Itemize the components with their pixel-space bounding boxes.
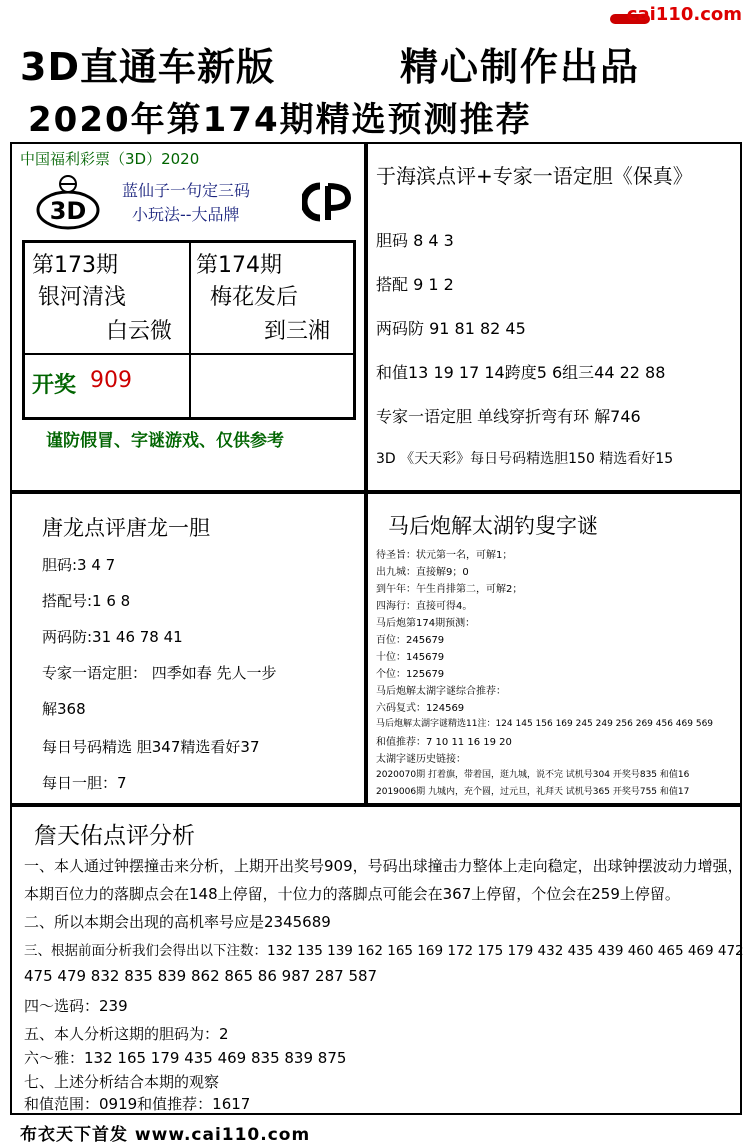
riddle-line: 四海行：直接可得4。 (376, 601, 473, 612)
prev-riddle-line-1: 银河清浅 (38, 285, 127, 310)
next-period: 第174期 (196, 253, 282, 278)
riddle-line: 和值推荐：7 10 11 16 19 20 (376, 737, 512, 748)
subtitle: 2020年第174期精选预测推荐 (28, 100, 532, 140)
next-riddle-line-2: 到三湘 (264, 319, 331, 344)
expert-line: 专家一语定胆 单线穿折弯有环 解746 (376, 407, 641, 426)
riddle-panel (366, 492, 742, 805)
riddle-line: 马后炮解太湖字谜综合推荐： (376, 686, 506, 697)
riddle-title: 马后炮解太湖钓叟字谜 (388, 514, 598, 538)
analysis-line: 二、所以本期会出现的高机率号应是2345689 (24, 913, 331, 931)
riddle-line: 2020070期 打着旗，带着国，逛九城，说不完 试机号304 开奖号835 和值16 (376, 770, 690, 780)
analysis-line: 四～选码：239 (24, 997, 128, 1015)
riddle-line: 到午年：午生肖排第二，可解2； (376, 584, 523, 595)
draw-value: 909 (90, 368, 132, 393)
slogan-line-2: 小玩法--大品牌 (132, 205, 240, 224)
slogan-line-1: 蓝仙子一句定三码 (122, 181, 251, 200)
tanglong-line: 每日号码精选 胆347精选看好37 (42, 738, 260, 756)
analysis-line: 七、上述分析结合本期的观察 (24, 1073, 220, 1091)
next-riddle-line-1: 梅花发后 (210, 285, 299, 310)
prev-period: 第173期 (32, 253, 118, 278)
riddle-line: 十位：145679 (376, 652, 445, 663)
analysis-line: 和值范围：0919和值推荐：1617 (24, 1095, 251, 1113)
tanglong-line: 搭配号:1 6 8 (42, 592, 131, 610)
tanglong-line: 每日一胆：7 (42, 774, 127, 792)
expert-line: 3D 《天天彩》每日号码精选胆150 精选看好15 (376, 451, 674, 467)
warning-text: 谨防假冒、字谜游戏、仅供参考 (46, 431, 284, 451)
card-title: 中国福利彩票（3D）2020 (20, 150, 200, 168)
analysis-line: 三、根据前面分析我们会得出以下注数：132 135 139 162 165 169 172 175 179 432 435 439 460 465 469 472 (24, 943, 744, 959)
expert-line: 搭配 9 1 2 (376, 275, 454, 294)
tanglong-line: 专家一语定胆： 四季如春 先人一步 (42, 664, 277, 682)
footer: 布衣天下首发 www.cai110.com (20, 1125, 311, 1145)
riddle-line: 马后炮第174期预测： (376, 618, 476, 629)
tanglong-title: 唐龙点评唐龙一胆 (42, 516, 210, 540)
expert-panel (366, 142, 742, 492)
analysis-line: 六～雅：132 165 179 435 469 835 839 875 (24, 1049, 347, 1067)
site-badge (610, 0, 750, 34)
analysis-line: 本期百位力的落脚点会在148上停留，十位力的落脚点可能会在367上停留，个位会在259上停留。 (24, 885, 680, 903)
blank-cell (190, 354, 354, 418)
period-grid (22, 240, 356, 420)
tanglong-line: 解368 (42, 700, 86, 718)
expert-line: 两码防 91 81 82 45 (376, 319, 526, 338)
riddle-line: 待圣旨：状元第一名，可解1； (376, 550, 513, 561)
analysis-line: 475 479 832 835 839 862 865 86 987 287 587 (24, 967, 378, 985)
riddle-line: 太湖字谜历史链接： (376, 754, 466, 765)
cp-logo-icon (302, 180, 354, 224)
analysis-line: 一、本人通过钟摆撞击来分析，上期开出奖号909，号码出球撞击力整体上走向稳定，出球钟摆波动力增强， (24, 857, 743, 875)
riddle-line: 2019006期 九城内，充个圆，过元旦，礼拜天 试机号365 开奖号755 和值17 (376, 787, 690, 797)
analysis-panel (10, 805, 742, 1115)
title-left: 3D直通车新版 (20, 45, 275, 89)
expert-line: 胆码 8 4 3 (376, 231, 454, 250)
analysis-line: 五、本人分析这期的胆码为：2 (24, 1025, 229, 1043)
tanglong-line: 胆码:3 4 7 (42, 556, 116, 574)
site-url[interactable]: cai110.com (626, 4, 742, 25)
riddle-line: 出九城：直接解9；0 (376, 567, 469, 578)
expert-title: 于海滨点评+专家一语定胆《保真》 (376, 164, 693, 188)
lottery-card (10, 142, 366, 492)
title-right: 精心制作出品 (400, 45, 641, 89)
riddle-line: 六码复式：124569 (376, 703, 465, 714)
tanglong-line: 两码防:31 46 78 41 (42, 628, 183, 646)
expert-line: 和值13 19 17 14跨度5 6组三44 22 88 (376, 363, 666, 382)
riddle-line: 马后炮解太湖字谜精选11注：124 145 156 169 245 249 256 269 456 469 569 (376, 719, 714, 729)
draw-label: 开奖 (32, 373, 77, 398)
svg-text:3D: 3D (49, 197, 87, 225)
riddle-line: 个位：125679 (376, 669, 445, 680)
prev-riddle-line-2: 白云微 (106, 319, 173, 344)
analysis-title: 詹天佑点评分析 (34, 823, 195, 849)
riddle-line: 百位：245679 (376, 635, 445, 646)
tanglong-panel (10, 492, 366, 805)
3d-logo-icon (34, 174, 102, 232)
